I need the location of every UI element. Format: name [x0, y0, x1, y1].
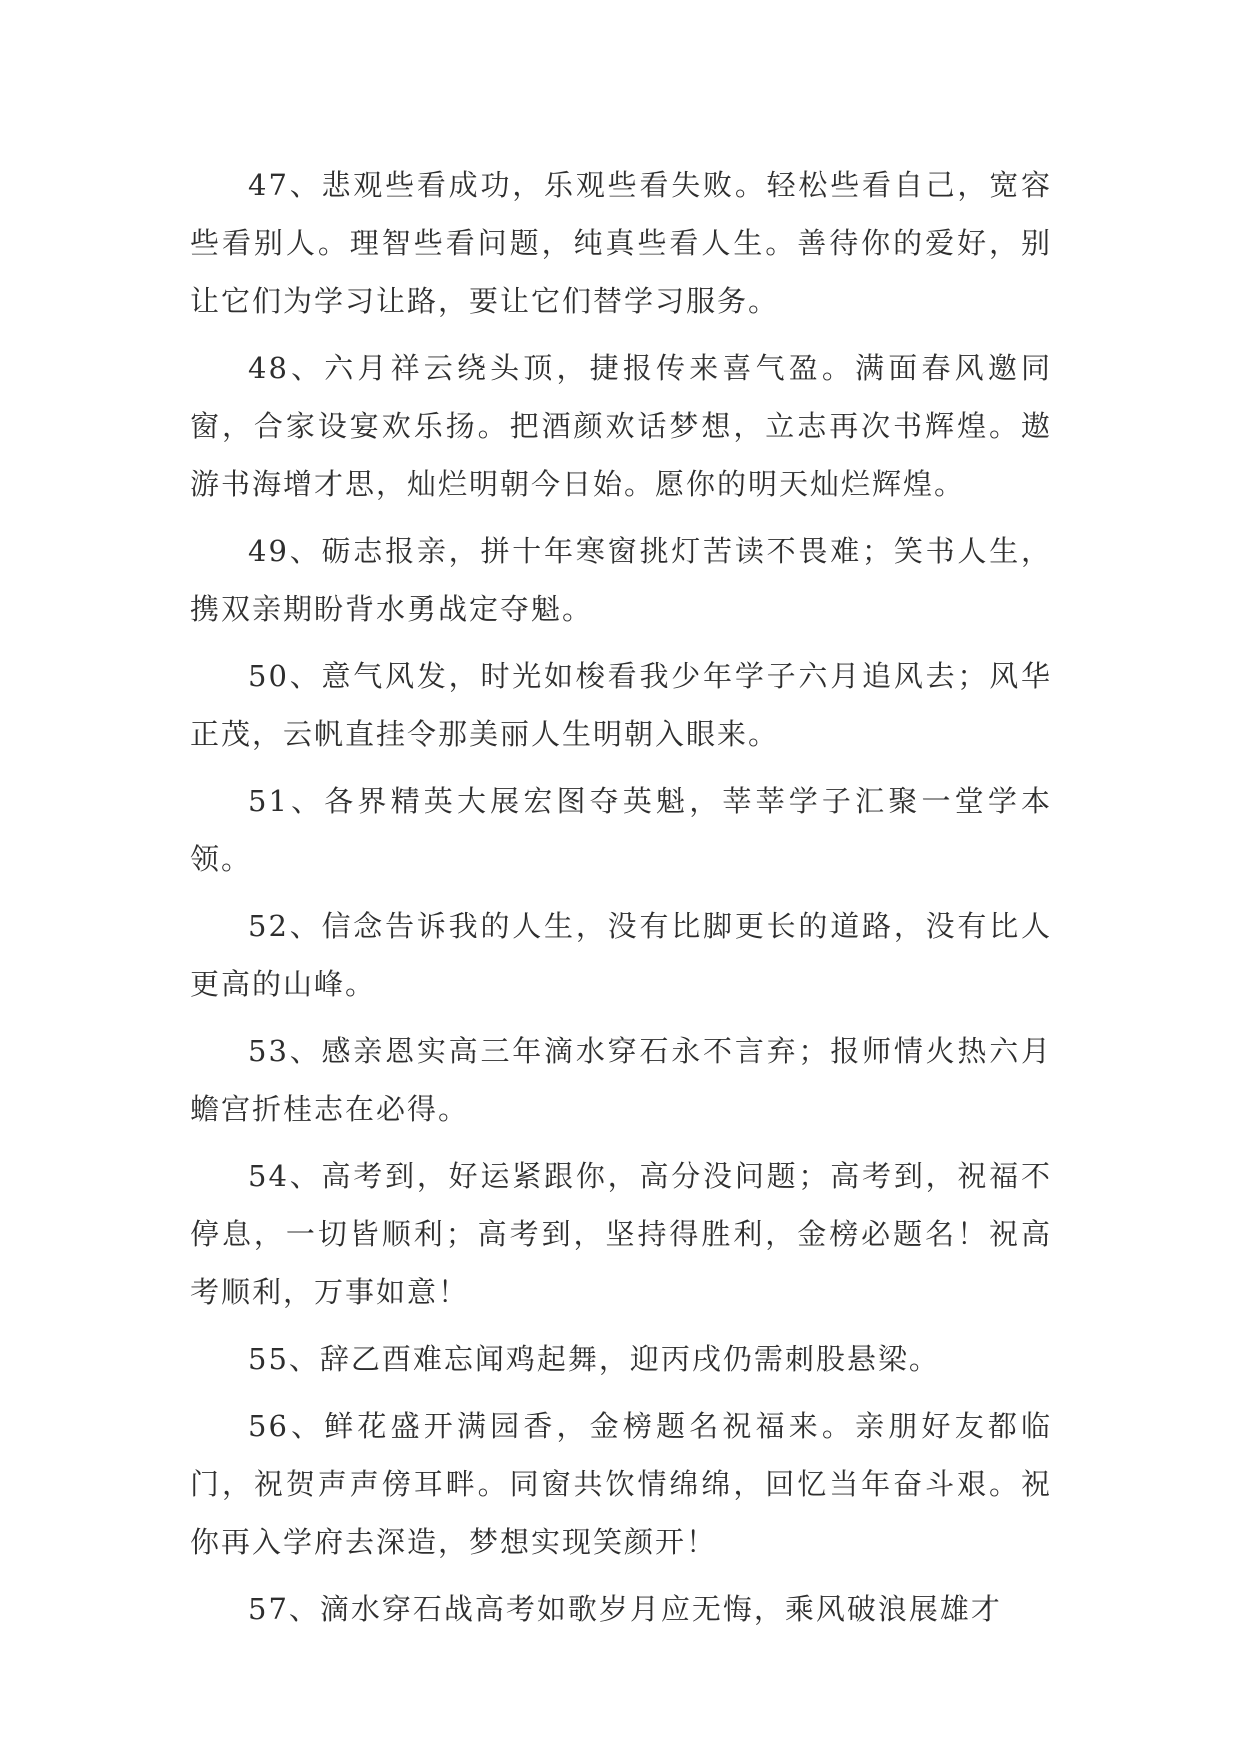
- document-body: [190, 156, 1052, 1647]
- paragraph-50: 50、意气风发，时光如梭看我少年学子六月追风去；风华正茂，云帆直挂令那美丽人生明朝入眼来。: [190, 659, 1052, 751]
- paragraph-52: 52、信念告诉我的人生，没有比脚更长的道路，没有比人更高的山峰。: [190, 909, 1052, 1001]
- paragraph-54: 54、高考到，好运紧跟你，高分没问题；高考到，祝福不停息，一切皆顺利；高考到，坚持得胜利，金榜必题名！祝高考顺利，万事如意！: [190, 1159, 1052, 1309]
- paragraph-57: 57、滴水穿石战高考如歌岁月应无悔，乘风破浪展雄才: [248, 1592, 1002, 1626]
- paragraph-47: 47、悲观些看成功，乐观些看失败。轻松些看自己，宽容些看别人。理智些看问题，纯真些看人生。善待你的爱好，别让它们为学习让路，要让它们替学习服务。: [190, 168, 1052, 318]
- paragraph-53: 53、感亲恩实高三年滴水穿石永不言弃；报师情火热六月蟾宫折桂志在必得。: [190, 1034, 1052, 1126]
- paragraph-51: 51、各界精英大展宏图夺英魁，莘莘学子汇聚一堂学本领。: [190, 784, 1052, 876]
- paragraph-48: 48、六月祥云绕头顶，捷报传来喜气盈。满面春风邀同窗，合家设宴欢乐扬。把酒颜欢话梦想，立志再次书辉煌。遨游书海增才思，灿烂明朝今日始。愿你的明天灿烂辉煌。: [190, 351, 1052, 501]
- paragraph-56: 56、鲜花盛开满园香，金榜题名祝福来。亲朋好友都临门，祝贺声声傍耳畔。同窗共饮情绵绵，回忆当年奋斗艰。祝你再入学府去深造，梦想实现笑颜开！: [190, 1409, 1052, 1559]
- paragraph-49: 49、砺志报亲，拼十年寒窗挑灯苦读不畏难；笑书人生，携双亲期盼背水勇战定夺魁。: [190, 534, 1052, 626]
- paragraph-55: 55、辞乙酉难忘闻鸡起舞，迎丙戌仍需刺股悬梁。: [248, 1342, 940, 1376]
